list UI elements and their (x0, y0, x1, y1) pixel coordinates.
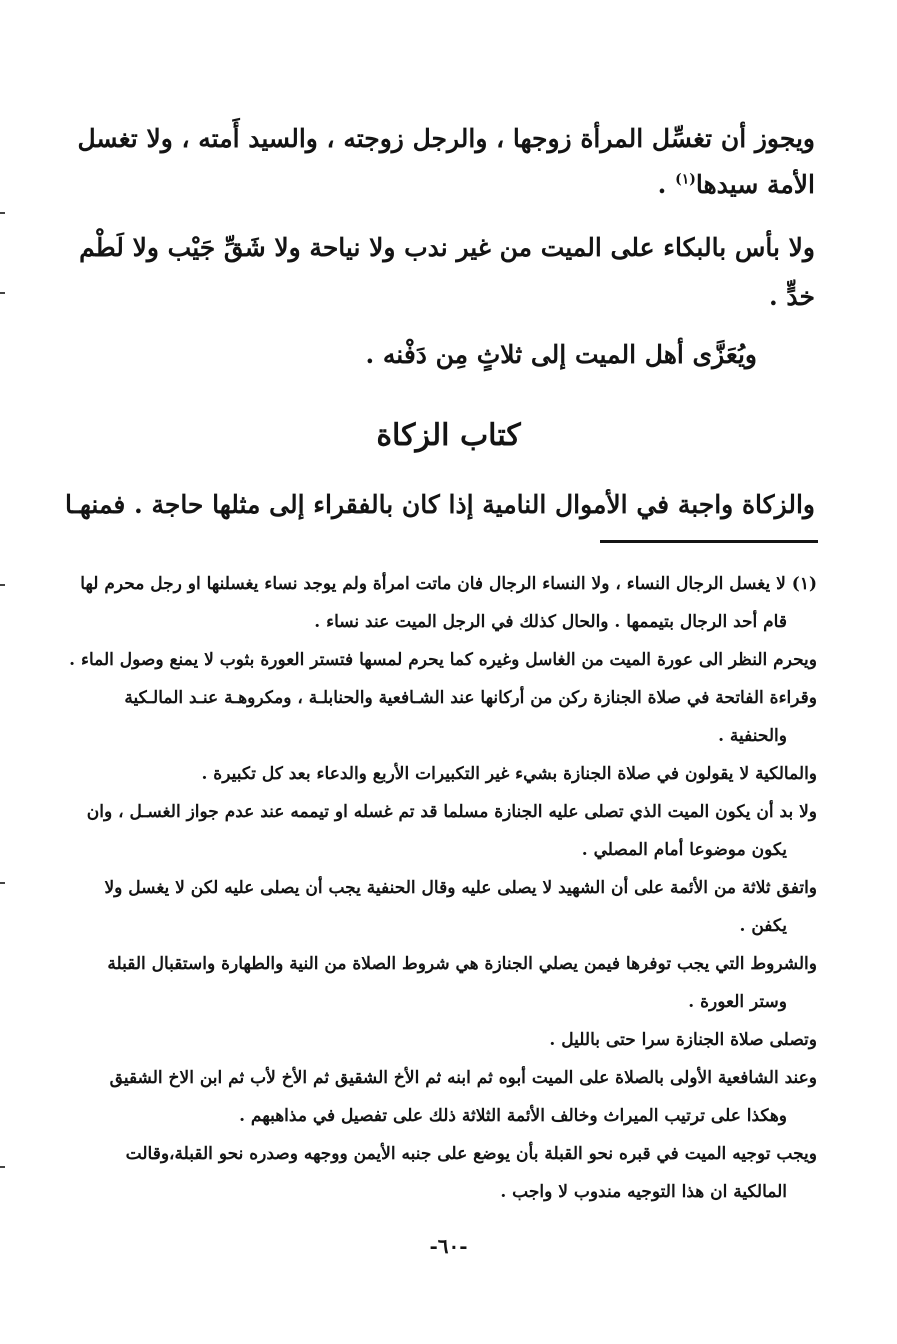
footnote-line: (١) لا يغسل الرجال النساء ، ولا النساء الرجال فان ماتت امرأة ولم يوجد نساء يغسلنها او رجل محرم لها (80, 574, 817, 594)
footnote-line: المالكية ان هذا التوجيه مندوب لا واجب . (500, 1182, 787, 1202)
footnote-line: واتفق ثلاثة من الأئمة على أن الشهيد لا يصلى عليه وقال الحنفية يجب أن يصلى عليه لكن لا يغسل ولا (104, 878, 817, 898)
margin-mark (0, 212, 5, 214)
main-text-line: ولا بأس بالبكاء على الميت من غير ندب ولا نياحة ولا شَقِّ جَيْب ولا لَطْم (79, 233, 815, 262)
footnote-line: وستر العورة . (688, 992, 787, 1012)
footnote-line: وقراءة الفاتحة في صلاة الجنازة ركن من أركانها عند الشـافعية والحنابلـة ، ومكروهـة عنـد المالـكية (124, 688, 817, 708)
footnote-line: وهكذا على ترتيب الميراث وخالف الأئمة الثلاثة ذلك على تفصيل في مذاهبهم . (239, 1106, 787, 1126)
footnote-line: وعند الشافعية الأولى بالصلاة على الميت أبوه ثم ابنه ثم الأخ الشقيق ثم الأخ لأب ثم ابن الاخ الشقيق (109, 1068, 817, 1088)
footnote-line: والشروط التي يجب توفرها فيمن يصلي الجنازة هي شروط الصلاة من النية والطهارة واستقبال القبلة (107, 954, 817, 974)
margin-mark (0, 292, 5, 294)
footnote-separator (600, 540, 818, 543)
footnote-line: والحنفية . (718, 726, 787, 746)
footnote-line: يكفن . (739, 916, 787, 936)
main-text-line: ويُعَزَّى أهل الميت إلى ثلاثٍ مِن دَفْنه . (365, 340, 757, 369)
footnote-reference: (١) (675, 171, 696, 188)
page-number: -٦٠- (429, 1234, 468, 1258)
footnote-line: ولا بد أن يكون الميت الذي تصلى عليه الجنازة مسلما قد تم غسله او تيممه عند عدم جواز الغسـل ، وان (86, 802, 817, 822)
main-text-segment: . (657, 170, 676, 199)
margin-mark (0, 1166, 5, 1168)
margin-mark (0, 882, 5, 884)
main-text-line (658, 170, 815, 199)
footnote-line: والمالكية لا يقولون في صلاة الجنازة بشيء غير التكبيرات الأربع والدعاء بعد كل تكبيرة . (201, 764, 817, 784)
main-text-line: خدٍّ . (769, 282, 815, 311)
section-title: كتاب الزكاة (376, 418, 521, 453)
footnote-line: قام أحد الرجال بتيممها . والحال كذلك في الرجل الميت عند نساء . (314, 612, 787, 632)
main-text-line: ويجوز أن تغسِّل المرأة زوجها ، والرجل زوجته ، والسيد أَمته ، ولا تغسل (77, 124, 815, 153)
footnote-line: ويجب توجيه الميت في قبره نحو القبلة بأن يوضع على جنبه الأيمن ووجهه وصدره نحو القبلة،وقالت (125, 1144, 817, 1164)
footnote-line: يكون موضوعا أمام المصلي . (581, 840, 787, 860)
margin-mark (0, 584, 5, 586)
main-text-segment: الأمة سيدها (695, 170, 815, 199)
main-text-line: والزكاة واجبة في الأموال النامية إذا كان بالفقراء إلى مثلها حاجة . فمنهـا (64, 490, 815, 519)
footnote-line: ويحرم النظر الى عورة الميت من الغاسل وغيره كما يحرم لمسها فتستر العورة بثوب لا يمنع وصول الماء . (69, 650, 817, 670)
footnote-line: وتصلى صلاة الجنازة سرا حتى بالليل . (549, 1030, 817, 1050)
